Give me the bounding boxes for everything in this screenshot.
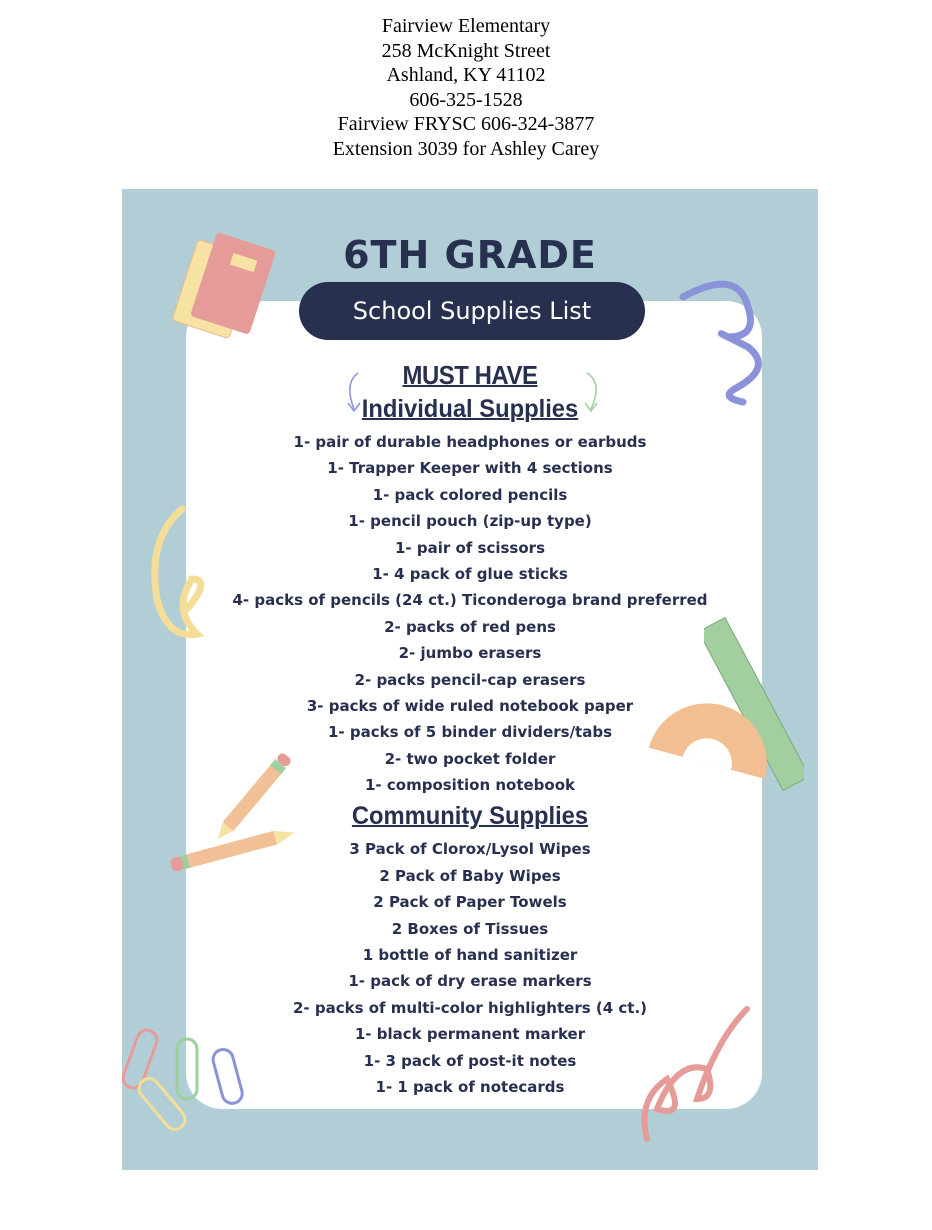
individual-supplies-heading: Individual Supplies — [361, 395, 579, 423]
list-item: 2- packs of multi-color highlighters (4 ct.) — [292, 998, 648, 1017]
list-item: 1- pack of dry erase markers — [348, 972, 592, 991]
must-have-heading: MUST HAVE — [402, 360, 538, 390]
list-item: 1- 3 pack of post-it notes — [363, 1051, 577, 1070]
school-name: Fairview Elementary — [381, 15, 551, 37]
list-item: 3- packs of wide ruled notebook paper — [306, 696, 634, 715]
list-item: 2- jumbo erasers — [398, 644, 542, 663]
list-item: 1- pencil pouch (zip-up type) — [348, 512, 592, 531]
list-item: 4- packs of pencils (24 ct.) Ticonderoga brand preferred — [232, 591, 708, 610]
individual-supplies-list — [122, 429, 818, 798]
list-item: 2 Boxes of Tissues — [391, 919, 549, 938]
list-item: 1- packs of 5 binder dividers/tabs — [327, 723, 613, 742]
grade-title: 6TH GRADE — [343, 233, 597, 277]
list-item: 1- 1 pack of notecards — [375, 1077, 565, 1096]
community-supplies-list — [122, 836, 818, 1100]
list-item: 1- Trapper Keeper with 4 sections — [327, 459, 613, 478]
list-item: 1- composition notebook — [365, 776, 575, 795]
school-contact-header — [0, 14, 932, 162]
supplies-flyer — [122, 189, 818, 1170]
list-item: 2- two pocket folder — [384, 749, 556, 768]
supplies-list-banner: School Supplies List — [299, 282, 645, 340]
frysc-phone: Fairview FRYSC 606-324-3877 — [337, 113, 595, 136]
community-supplies-heading: Community Supplies — [351, 802, 589, 831]
list-item: 3 Pack of Clorox/Lysol Wipes — [349, 840, 591, 859]
school-phone: 606-325-1528 — [409, 88, 523, 111]
list-item: 1 bottle of hand sanitizer — [362, 946, 578, 965]
list-item: 2- packs pencil-cap erasers — [354, 670, 586, 689]
list-item: 1- pack colored pencils — [372, 485, 568, 504]
list-item: 1- 4 pack of glue sticks — [372, 564, 568, 583]
list-item: 1- pair of durable headphones or earbuds — [293, 433, 647, 451]
city-state-zip: Ashland, KY 41102 — [386, 64, 546, 87]
list-item: 2 Pack of Paper Towels — [373, 893, 567, 912]
list-item: 1- black permanent marker — [354, 1025, 586, 1044]
street-address: 258 McKnight Street — [381, 39, 551, 62]
list-item: 2- packs of red pens — [384, 617, 556, 636]
supplies-content — [122, 359, 818, 1100]
list-item: 1- pair of scissors — [394, 538, 545, 557]
list-item: 2 Pack of Baby Wipes — [379, 866, 561, 885]
extension-contact: Extension 3039 for Ashley Carey — [332, 137, 600, 160]
